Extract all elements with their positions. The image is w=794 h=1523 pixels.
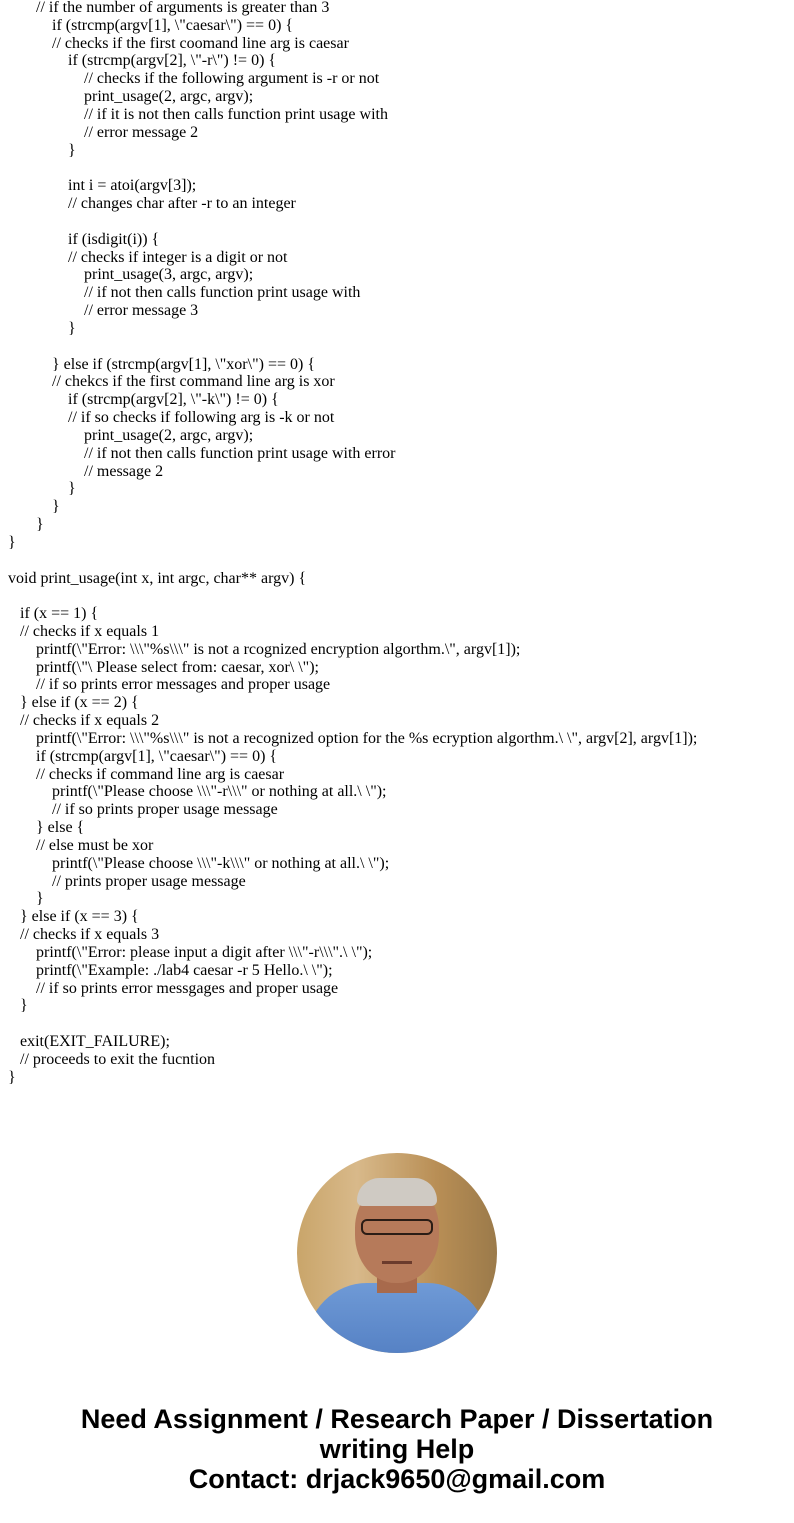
code-line: } else if (strcmp(argv[1], \"xor\") == 0) { [52, 355, 315, 373]
code-line: printf(\"Error: please input a digit after \\\"-r\\\".\ \"); [36, 943, 373, 961]
code-line: // proceeds to exit the fucntion [20, 1050, 216, 1068]
code-line: // error message 2 [84, 123, 199, 141]
code-line: // checks if the first coomand line arg is caesar [52, 34, 349, 52]
banner-line-1: Need Assignment / Research Paper / Dissertation [80, 1404, 714, 1434]
code-line: // if the number of arguments is greater than 3 [36, 0, 330, 16]
tutor-avatar [297, 1153, 497, 1353]
code-line: // checks if x equals 1 [20, 622, 160, 640]
code-line: } [68, 480, 76, 498]
code-line [0, 338, 697, 356]
code-line [0, 552, 697, 570]
code-line: if (strcmp(argv[1], \"caesar\") == 0) { [36, 747, 278, 765]
code-line: if (strcmp(argv[1], \"caesar\") == 0) { [52, 16, 294, 34]
code-line: } [52, 498, 60, 516]
code-line: } else if (x == 3) { [20, 908, 139, 926]
code-line: // if so prints error messgages and proper usage [36, 979, 339, 997]
code-line: printf(\"Please choose \\\"-r\\\" or nothing at all.\ \"); [52, 783, 387, 801]
code-line: // if so checks if following arg is -k or not [68, 409, 335, 427]
code-line: // checks if integer is a digit or not [68, 248, 288, 266]
code-line: // checks if x equals 2 [20, 712, 160, 730]
code-line: printf(\"Please choose \\\"-k\\\" or nothing at all.\ \"); [52, 854, 390, 872]
code-line: // if it is not then calls function print usage with [84, 105, 388, 123]
code-line: // changes char after -r to an integer [68, 195, 296, 213]
code-line: } [20, 997, 28, 1015]
code-line: int i = atoi(argv[3]); [68, 177, 197, 195]
code-line: // checks if the following argument is -r or not [84, 70, 380, 88]
code-line: print_usage(3, argc, argv); [84, 266, 254, 284]
code-line: printf(\"Error: \\\"%s\\\" is not a recognized option for the %s ecryption algorthm.\ \", argv[2], argv[1]); [36, 729, 698, 747]
code-line: // if not then calls function print usage with error [84, 444, 396, 462]
code-line: if (strcmp(argv[2], \"-k\") != 0) { [68, 391, 279, 409]
code-line: } [68, 319, 76, 337]
code-line: } [36, 890, 44, 908]
code-line: // message 2 [84, 462, 164, 480]
code-line [0, 159, 697, 177]
code-line: // if so prints proper usage message [52, 801, 278, 819]
code-line: } else if (x == 2) { [20, 694, 139, 712]
banner-line-2: writing Help [319, 1434, 475, 1464]
avatar-hair [357, 1178, 437, 1206]
code-line: } [8, 533, 16, 551]
code-line: // prints proper usage message [52, 872, 246, 890]
avatar-glasses [361, 1219, 433, 1235]
code-line [0, 587, 697, 605]
contact-banner [0, 1404, 794, 1494]
code-line: // error message 3 [84, 302, 199, 320]
code-line: printf(\"\ Please select from: caesar, xor\ \"); [36, 658, 319, 676]
code-line: } [36, 516, 44, 534]
code-line: if (x == 1) { [20, 605, 99, 623]
code-line: } else { [36, 819, 85, 837]
code-line: printf(\"Example: ./lab4 caesar -r 5 Hello.\ \"); [36, 961, 333, 979]
code-line: // else must be xor [36, 836, 154, 854]
banner-contact: Contact: drjack9650@gmail.com [188, 1464, 606, 1494]
code-line: // if so prints error messages and proper usage [36, 676, 331, 694]
code-line: print_usage(2, argc, argv); [84, 426, 254, 444]
code-line: } [68, 141, 76, 159]
code-line: void print_usage(int x, int argc, char** argv) { [8, 569, 307, 587]
code-line: if (isdigit(i)) { [68, 230, 160, 248]
avatar-mouth [382, 1261, 412, 1264]
code-line [0, 213, 697, 231]
code-line: // checks if x equals 3 [20, 926, 160, 944]
avatar-shirt [307, 1283, 487, 1353]
code-line: if (strcmp(argv[2], \"-r\") != 0) { [68, 52, 277, 70]
code-line: exit(EXIT_FAILURE); [20, 1033, 170, 1051]
code-line: printf(\"Error: \\\"%s\\\" is not a rcognized encryption algorthm.\", argv[1]); [36, 640, 521, 658]
code-line: // chekcs if the first command line arg is xor [52, 373, 335, 391]
code-line: // if not then calls function print usage with [84, 284, 361, 302]
code-line: // checks if command line arg is caesar [36, 765, 285, 783]
code-line: print_usage(2, argc, argv); [84, 88, 254, 106]
code-line: } [8, 1068, 16, 1086]
code-line [0, 1015, 697, 1033]
